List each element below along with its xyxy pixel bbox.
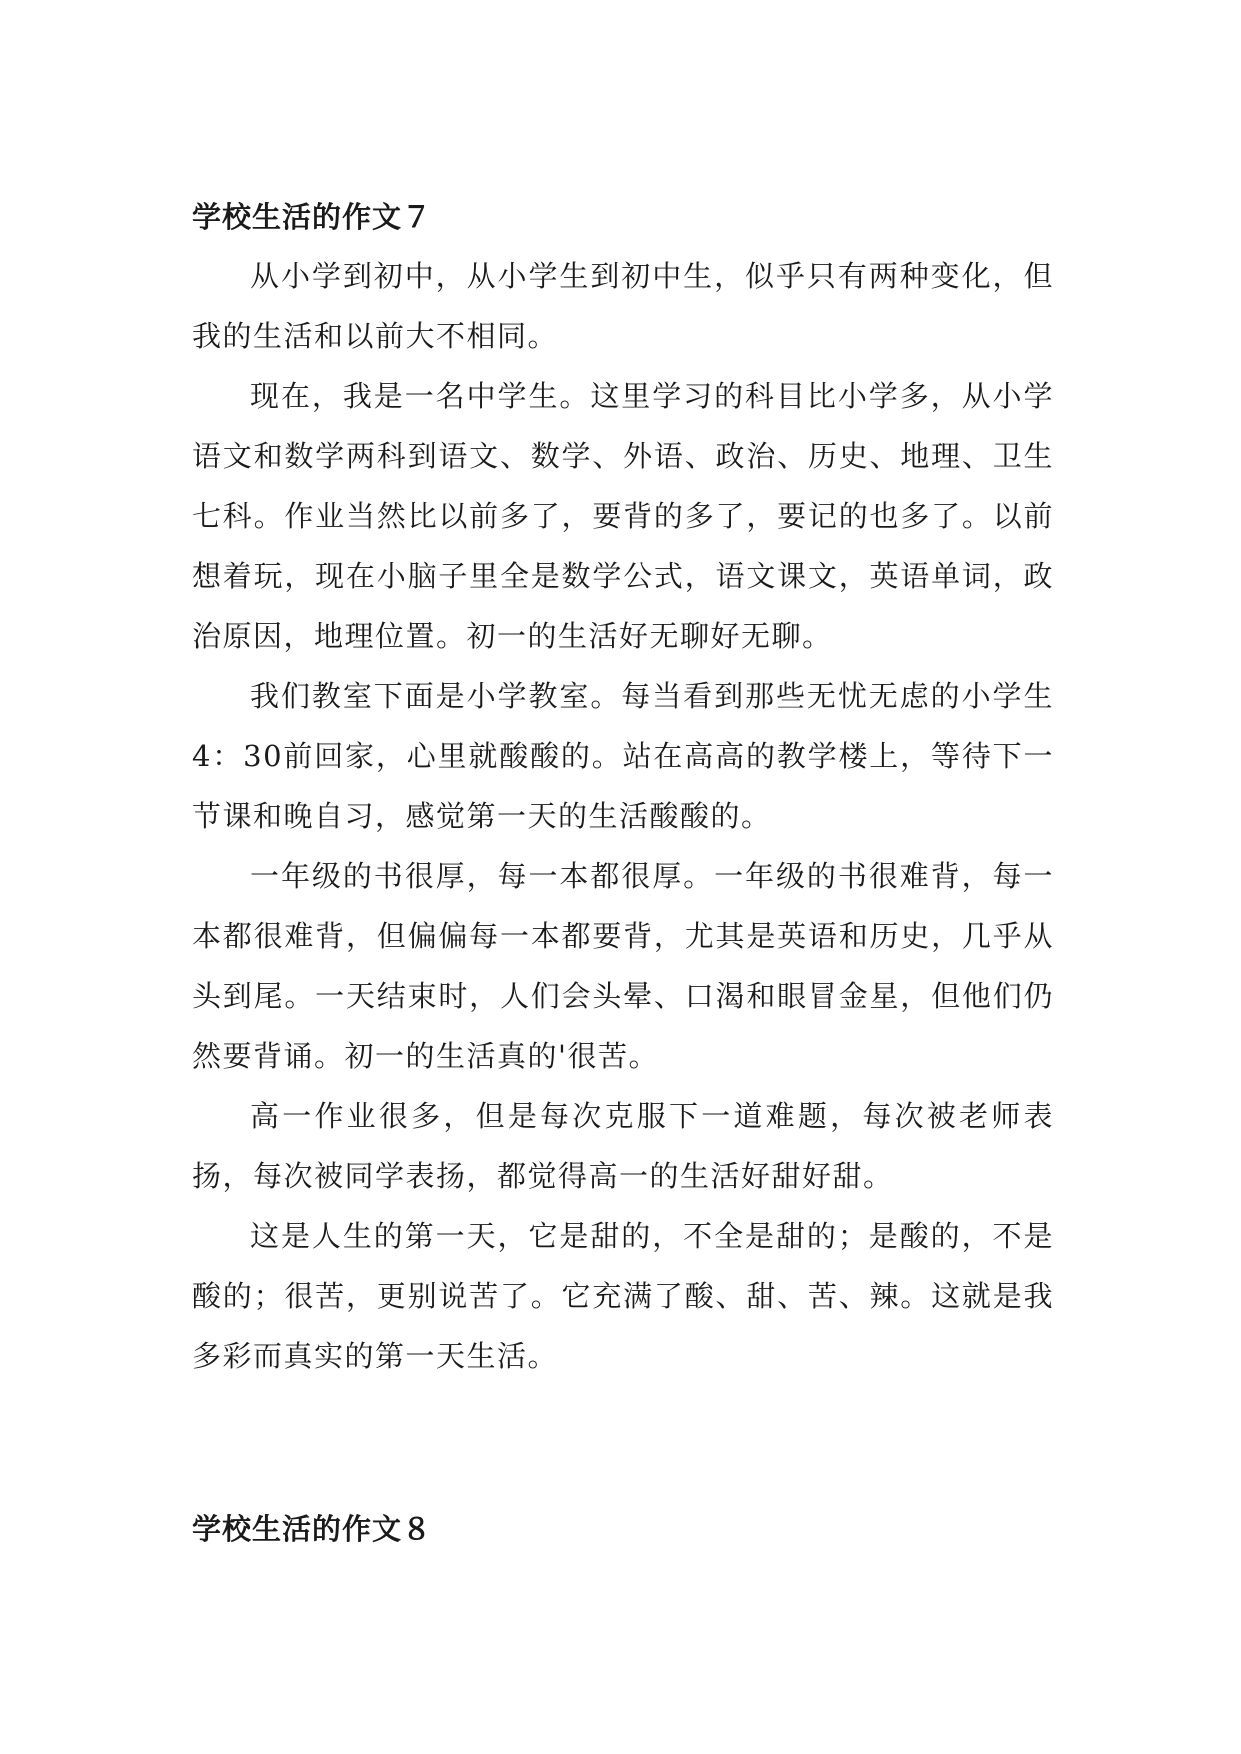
paragraph-2: 现在，我是一名中学生。这里学习的科目比小学多，从小学语文和数学两科到语文、数学、外语、政治、历史、地理、卫生七科。作业当然比以前多了，要背的多了，要记的也多了。以前想着玩，现在小脑子里全是数学公式，语文课文，英语单词，政治原因，地理位置。初一的生活好无聊好无聊。 xyxy=(192,379,1054,653)
paragraph-3: 我们教室下面是小学教室。每当看到那些无忧无虑的小学生4：30前回家，心里就酸酸的。站在高高的教学楼上，等待下一节课和晚自习，感觉第一天的生活酸酸的。 xyxy=(192,679,1054,833)
section-7-title: 学校生活的作文７ xyxy=(192,200,433,234)
paragraph-5: 高一作业很多，但是每次克服下一道难题，每次被老师表扬，每次被同学表扬，都觉得高一的生活好甜好甜。 xyxy=(192,1099,1054,1193)
paragraph-1: 从小学到初中，从小学生到初中生，似乎只有两种变化，但我的生活和以前大不相同。 xyxy=(192,259,1054,353)
paragraph-6: 这是人生的第一天，它是甜的，不全是甜的；是酸的，不是酸的；很苦，更别说苦了。它充满了酸、甜、苦、辣。这就是我多彩而真实的第一天生活。 xyxy=(192,1219,1054,1373)
paragraph-4: 一年级的书很厚，每一本都很厚。一年级的书很难背，每一本都很难背，但偏偏每一本都要背，尤其是英语和历史，几乎从头到尾。一天结束时，人们会头晕、口渴和眼冒金星，但他们仍然要背诵。初一的生活真的'很苦。 xyxy=(192,859,1054,1073)
section-8-title: 学校生活的作文８ xyxy=(192,1512,433,1546)
document-page xyxy=(192,192,1054,1546)
